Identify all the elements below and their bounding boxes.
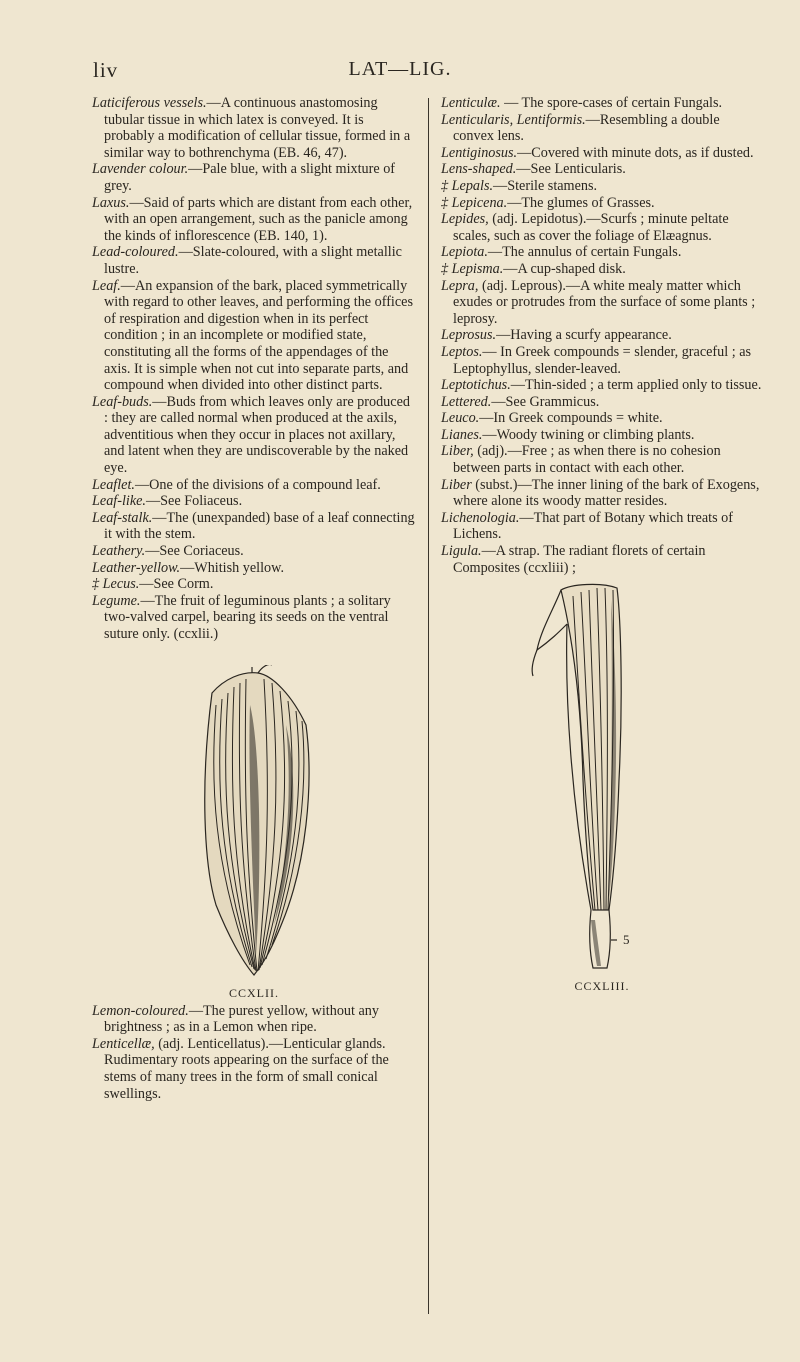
column-divider — [428, 98, 429, 1314]
entry-definition: —Having a scurfy appearance. — [496, 327, 672, 344]
entry-headword: Leprosus. — [441, 327, 497, 344]
entry-headword: ‡ Lepisma. — [441, 260, 504, 277]
entry-headword: Ligula. — [441, 543, 482, 560]
figure-label: 5 — [623, 932, 630, 948]
dictionary-entry — [441, 543, 763, 576]
entry-definition: —The fruit of leguminous plants ; a solitary two-valved carpel, bearing its seeds on the ventral suture only. (ccxlii.) — [104, 592, 391, 642]
entry-definition: —Thin-sided ; a term applied only to tissue. — [510, 377, 762, 394]
entry-definition: —See Grammicus. — [491, 393, 600, 410]
entry-definition: —A strap. The radiant florets of certain Composites (ccxliii) ; — [453, 543, 706, 576]
entry-headword: Lenticellæ, — [92, 1035, 155, 1052]
entry-headword: Leaflet. — [92, 476, 135, 493]
entry-headword: Leptotichus. — [441, 377, 511, 394]
running-head: LAT—LIG. — [348, 58, 452, 80]
entry-definition: —See Corm. — [139, 576, 214, 593]
entry-headword: Lenticularis, Lentiformis. — [441, 111, 586, 128]
entry-headword: ‡ Lepicena. — [441, 194, 508, 211]
entry-headword: Leaf-like. — [92, 493, 146, 510]
legume-illustration — [92, 665, 416, 983]
entry-headword: Lead-coloured. — [92, 244, 179, 261]
entry-definition: (subst.)—The inner lining of the bark of Exogens, where alone its woody matter resides. — [453, 476, 760, 510]
dictionary-entry — [441, 278, 763, 328]
dictionary-entry — [92, 576, 416, 593]
dictionary-entry — [92, 161, 416, 194]
figure-ccxliii — [441, 580, 763, 994]
entry-definition: —In Greek compounds = white. — [479, 410, 663, 427]
entry-headword: Leathery. — [92, 543, 146, 560]
dictionary-entry — [441, 377, 763, 394]
page-number: liv — [93, 58, 119, 82]
entry-headword: Leptos. — [441, 343, 483, 360]
figure-ccxlii — [92, 665, 416, 1003]
entry-headword: Lentiginosus. — [441, 144, 518, 161]
entry-headword: Lettered. — [441, 393, 492, 410]
entry-headword: Leaf-stalk. — [92, 509, 153, 526]
entry-definition: —Slate-coloured, with a slight metallic lustre. — [104, 244, 402, 277]
dictionary-entry — [92, 95, 416, 161]
entry-headword: Lepra, — [441, 277, 479, 294]
entry-headword: Leather-yellow. — [92, 559, 181, 576]
entry-headword: Leaf. — [92, 277, 121, 294]
entry-definition: —The (unexpanded) base of a leaf connecting it with the stem. — [104, 509, 415, 543]
entry-definition: —A cup-shaped disk. — [503, 260, 626, 277]
figure-caption-ccxliii: CCXLIII. — [574, 979, 630, 994]
entry-headword: Lepiota. — [441, 244, 488, 261]
entry-definition: —Woody twining or climbing plants. — [482, 426, 695, 443]
dictionary-entry — [441, 410, 763, 427]
entry-definition: —One of the divisions of a compound leaf. — [134, 476, 381, 493]
entry-definition: —An expansion of the bark, placed symmetrically with regard to other leaves, and performing the offices of respiration and digestion when in its perfect condition ; in an incomplete or modified state, constituting all the forms of the appendages of the axis. It is simple when not cut into separate parts, and compound when divided into other distinct parts. — [104, 277, 413, 394]
figure-caption-ccxlii: CCXLII. — [229, 985, 279, 1000]
entry-definition: —The purest yellow, without any brightness ; as in a Lemon when ripe. — [104, 1002, 379, 1036]
ligula-floret-illustration — [441, 580, 763, 976]
entry-headword: ‡ Lepals. — [441, 177, 494, 194]
dictionary-entry — [441, 95, 763, 112]
dictionary-entry — [441, 211, 763, 244]
dictionary-entry — [92, 1036, 416, 1102]
entry-definition: (adj. Lepidotus).—Scurfs ; minute peltate scales, such as cover the foliage of Elæagnus. — [453, 211, 729, 244]
entry-definition: —See Lenticularis. — [516, 161, 626, 178]
entry-definition: —A continuous anastomosing tubular tissue in which latex is conveyed. It is probably a modification of cellular tissue, formed in a similar way to bothrenchyma (EB. 46, 47). — [104, 95, 411, 161]
entry-headword: Lens-shaped. — [441, 161, 517, 178]
dictionary-entry — [92, 394, 416, 477]
entry-headword: Laticiferous vessels. — [92, 95, 207, 111]
dictionary-entry — [92, 477, 416, 494]
entry-headword: Liber — [441, 476, 472, 493]
dictionary-entry — [92, 493, 416, 510]
left-entries-after-figure — [92, 1003, 416, 1103]
dictionary-entry — [92, 510, 416, 543]
entry-headword: Liber, — [441, 443, 474, 460]
entry-headword: Legume. — [92, 592, 141, 609]
entry-headword: Leaf-buds. — [92, 393, 153, 410]
dictionary-entry — [92, 543, 416, 560]
entry-definition: — In Greek compounds = slender, graceful ; as Leptophyllus, slender-leaved. — [453, 343, 752, 377]
dictionary-entry — [441, 145, 763, 162]
left-entries-before-figure — [92, 95, 416, 643]
right-entries — [441, 95, 763, 576]
entry-headword: Lepides, — [441, 211, 489, 228]
entry-definition: —That part of Botany which treats of Lichens. — [453, 509, 733, 543]
entry-headword: ‡ Lecus. — [92, 576, 140, 593]
left-column — [92, 95, 416, 1102]
entry-definition: —Sterile stamens. — [493, 177, 598, 194]
dictionary-entry — [92, 593, 416, 643]
right-column — [441, 95, 763, 994]
dictionary-entry — [441, 510, 763, 543]
dictionary-entry — [441, 161, 763, 178]
dictionary-entry — [441, 477, 763, 510]
entry-definition: —The annulus of certain Fungals. — [487, 244, 682, 261]
dictionary-entry — [441, 178, 763, 195]
entry-headword: Lichenologia. — [441, 509, 520, 526]
dictionary-entry — [92, 244, 416, 277]
entry-headword: Lenticulæ. — [441, 95, 501, 111]
entry-headword: Leuco. — [441, 410, 480, 427]
entry-definition: —See Foliaceus. — [145, 493, 243, 510]
entry-headword: Laxus. — [92, 194, 130, 211]
entry-headword: Lianes. — [441, 426, 483, 443]
dictionary-entry — [92, 195, 416, 245]
dictionary-entry — [92, 278, 416, 394]
entry-definition: (adj. Leprous).—A white mealy matter which exudes or protrudes from the surface of some plants ; leprosy. — [453, 277, 756, 327]
dictionary-entry — [441, 195, 763, 212]
entry-definition: —Pale blue, with a slight mixture of grey. — [104, 161, 396, 194]
entry-definition: (adj. Lenticellatus).—Lenticular glands. Rudimentary roots appearing on the surface of the stems of many trees in the form of small conical swellings. — [104, 1035, 389, 1102]
dictionary-entry — [441, 327, 763, 344]
entry-definition: —Whitish yellow. — [180, 559, 285, 576]
dictionary-entry — [441, 244, 763, 261]
entry-definition: —The glumes of Grasses. — [507, 194, 655, 211]
dictionary-entry — [441, 344, 763, 377]
entry-definition: — The spore-cases of certain Fungals. — [500, 95, 723, 111]
entry-definition: (adj).—Free ; as when there is no cohesion between parts in contact with each other. — [453, 443, 721, 477]
entry-definition: —Resembling a double convex lens. — [453, 111, 720, 145]
entry-definition: —See Coriaceus. — [145, 543, 244, 560]
entry-definition: —Said of parts which are distant from each other, with an open arrangement, such as the panicle among the kinds of inflorescence (EB. 140, 1). — [104, 194, 413, 244]
dictionary-entry — [92, 1003, 416, 1036]
entry-headword: Lemon-coloured. — [92, 1002, 189, 1019]
entry-headword: Lavender colour. — [92, 161, 189, 178]
entry-definition: —Covered with minute dots, as if dusted. — [517, 144, 754, 161]
dictionary-entry — [92, 560, 416, 577]
dictionary-entry — [441, 394, 763, 411]
dictionary-entry — [441, 112, 763, 145]
dictionary-entry — [441, 427, 763, 444]
dictionary-entry — [441, 261, 763, 278]
entry-definition: —Buds from which leaves only are produced : they are called normal when produced at the axils, adventitious when they occur in places not axillary, and latent when they are undiscoverable by the naked eye. — [104, 393, 410, 477]
dictionary-entry — [441, 443, 763, 476]
page-header — [0, 58, 800, 88]
